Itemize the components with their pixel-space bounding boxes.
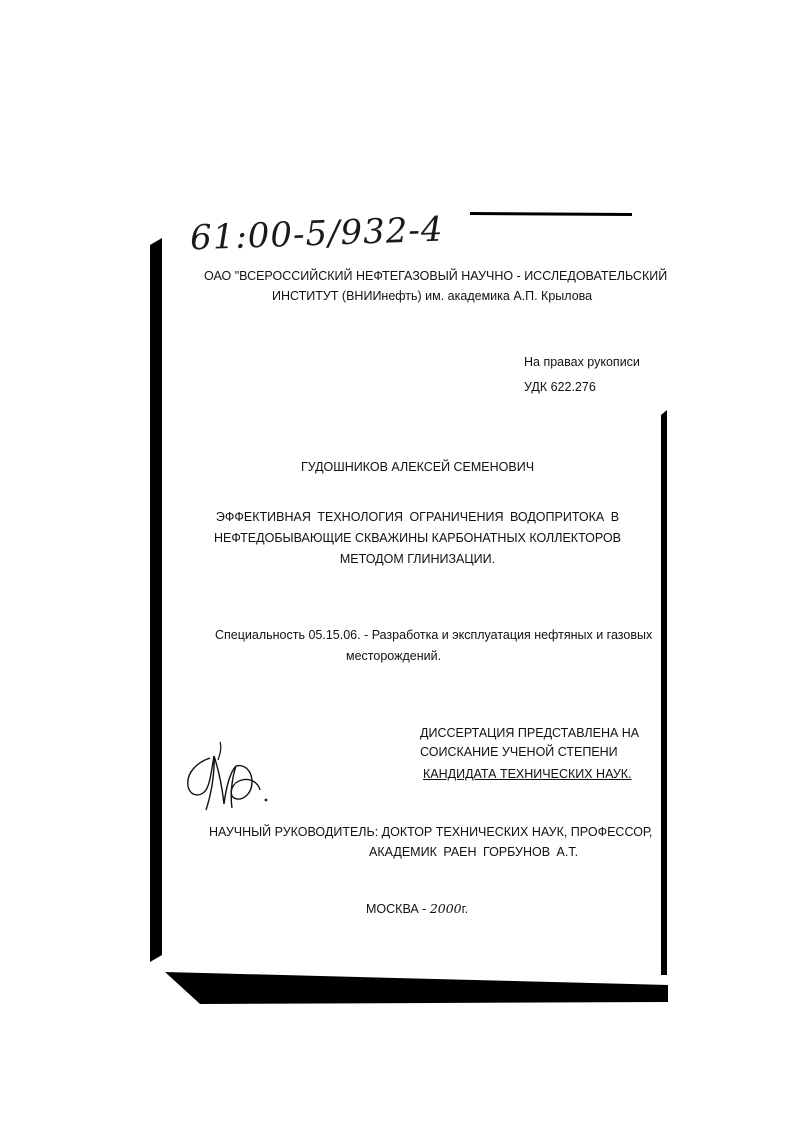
bottom-edge-shadow (165, 972, 668, 1004)
top-edge-shadow (470, 212, 632, 216)
dissertation-line-3: КАНДИДАТА ТЕХНИЧЕСКИХ НАУК. (423, 767, 632, 781)
author-name: ГУДОШНИКОВ АЛЕКСЕЙ СЕМЕНОВИЧ (300, 460, 535, 474)
archive-number-handwritten: 61:00-5/932-4 (189, 209, 445, 259)
rights-note: На правах рукописи (524, 355, 640, 369)
organization-line-2: ИНСТИТУТ (ВНИИнефть) им. академика А.П. Крылова (272, 289, 593, 303)
thesis-title-line-3: МЕТОДОМ ГЛИНИЗАЦИИ. (339, 552, 496, 566)
city: МОСКВА - (366, 902, 430, 916)
organization-line-1: ОАО "ВСЕРОССИЙСКИЙ НЕФТЕГАЗОВЫЙ НАУЧНО - ИССЛЕДОВАТЕЛЬСКИЙ (204, 269, 668, 283)
signature (180, 738, 272, 816)
supervisor-line-2: АКАДЕМИК РАЕН ГОРБУНОВ А.Т. (369, 845, 579, 859)
thesis-title-line-1: ЭФФЕКТИВНАЯ ТЕХНОЛОГИЯ ОГРАНИЧЕНИЯ ВОДОПРИТОКА В (215, 510, 620, 524)
specialty-line-1: Специальность 05.15.06. - Разработка и эксплуатация нефтяных и газовых (215, 628, 653, 642)
dissertation-line-1: ДИССЕРТАЦИЯ ПРЕДСТАВЛЕНА НА (420, 726, 640, 740)
left-edge-shadow (150, 238, 162, 962)
year-suffix: г. (461, 902, 469, 916)
place-year (366, 899, 468, 919)
right-edge-shadow (661, 410, 667, 975)
specialty-line-2: месторождений. (346, 649, 442, 663)
supervisor-line-1: НАУЧНЫЙ РУКОВОДИТЕЛЬ: ДОКТОР ТЕХНИЧЕСКИХ НАУК, ПРОФЕССОР, (209, 825, 653, 839)
thesis-title-line-2: НЕФТЕДОБЫВАЮЩИЕ СКВАЖИНЫ КАРБОНАТНЫХ КОЛЛЕКТОРОВ (214, 531, 621, 545)
dissertation-line-2: СОИСКАНИЕ УЧЕНОЙ СТЕПЕНИ (420, 745, 618, 759)
year-handwritten: 2000 (429, 901, 462, 916)
udc-code: УДК 622.276 (524, 380, 596, 394)
